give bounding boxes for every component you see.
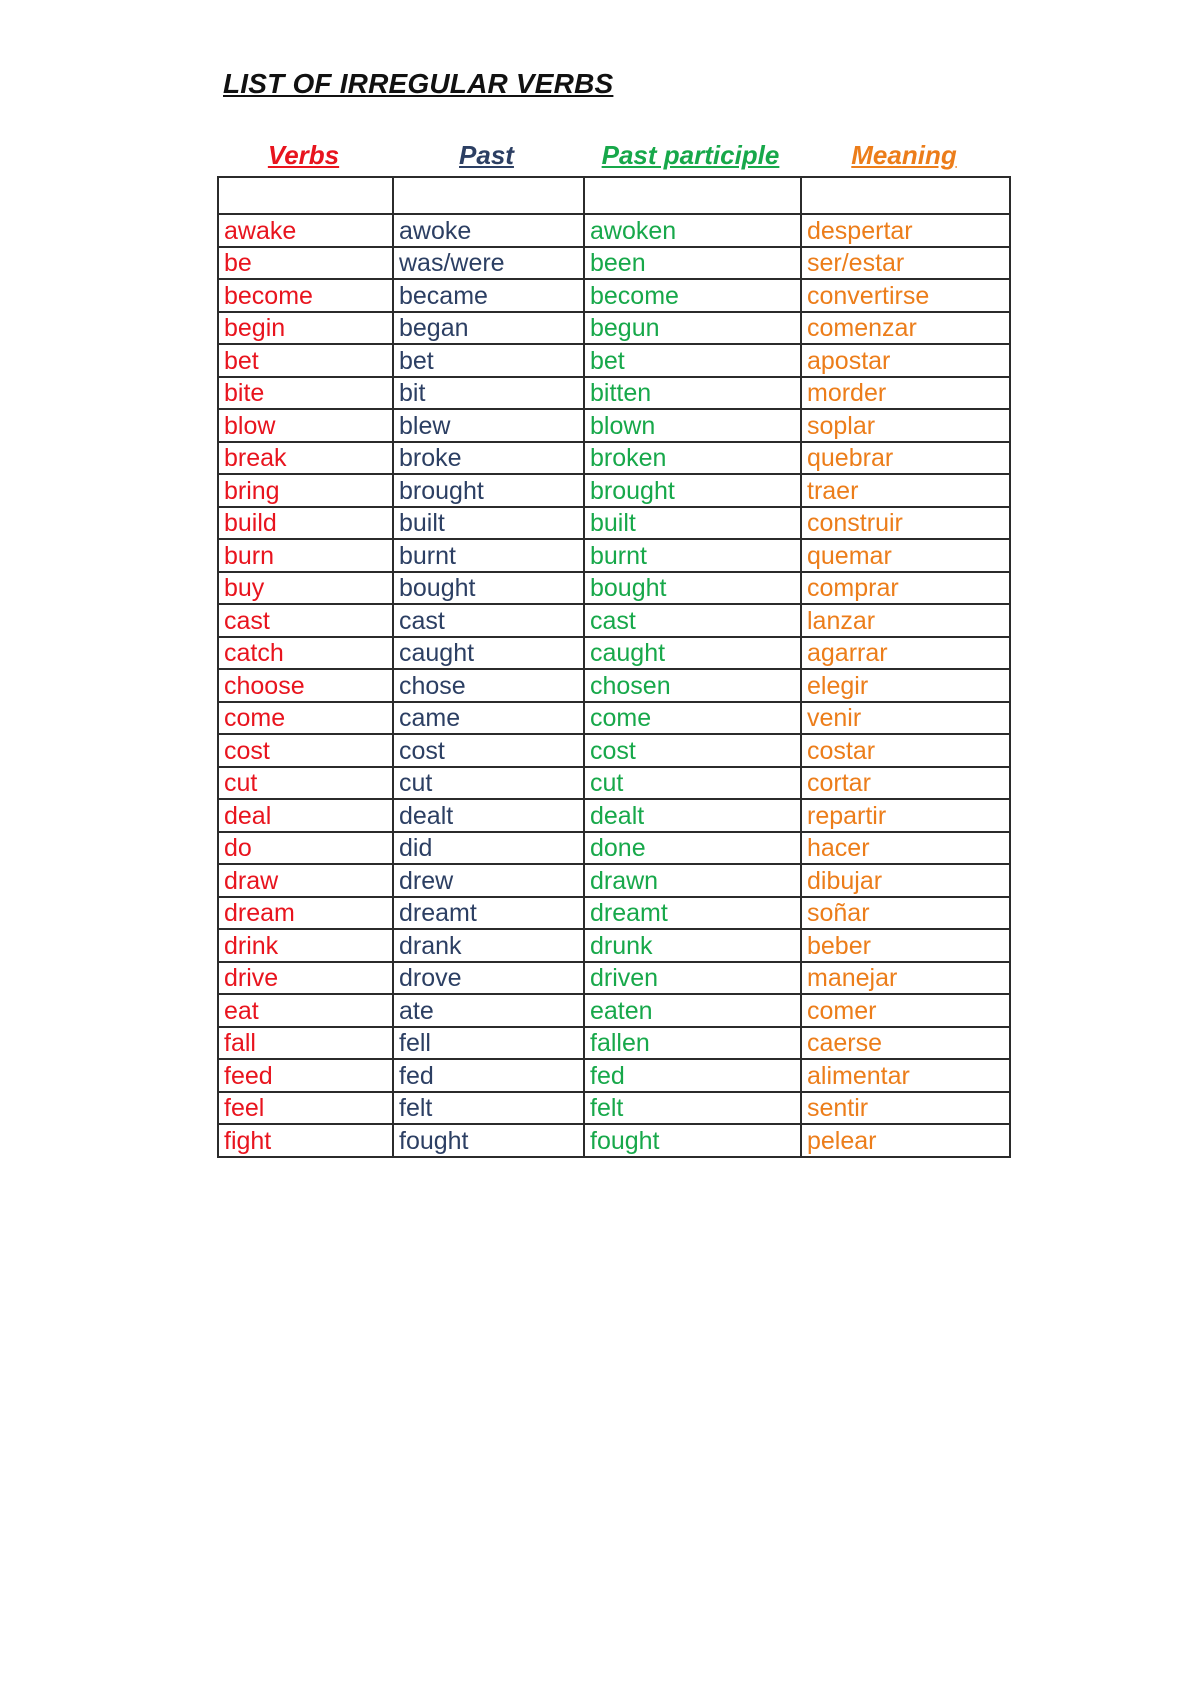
table-row — [218, 864, 1010, 897]
table-row — [218, 929, 1010, 962]
meaning-cell: comenzar — [801, 312, 1010, 345]
past-participle-cell: become — [584, 279, 801, 312]
column-headers — [216, 140, 1009, 176]
meaning-cell: ser/estar — [801, 247, 1010, 280]
table-row — [218, 1059, 1010, 1092]
past-participle-cell: blown — [584, 409, 801, 442]
irregular-verbs-table — [217, 176, 1011, 1158]
verb-cell: cut — [218, 767, 393, 800]
meaning-cell: construir — [801, 507, 1010, 540]
past-participle-cell: driven — [584, 962, 801, 995]
past-cell: drew — [393, 864, 584, 897]
meaning-cell: comprar — [801, 572, 1010, 605]
past-cell: cut — [393, 767, 584, 800]
past-cell: built — [393, 507, 584, 540]
past-participle-cell: fallen — [584, 1027, 801, 1060]
past-cell: awoke — [393, 214, 584, 247]
verb-cell: buy — [218, 572, 393, 605]
meaning-cell: hacer — [801, 832, 1010, 865]
past-participle-cell: felt — [584, 1092, 801, 1125]
past-cell: burnt — [393, 539, 584, 572]
past-cell: began — [393, 312, 584, 345]
table-row — [218, 539, 1010, 572]
verb-cell: drive — [218, 962, 393, 995]
verb-cell: become — [218, 279, 393, 312]
meaning-cell: beber — [801, 929, 1010, 962]
table-row — [218, 897, 1010, 930]
past-cell: came — [393, 702, 584, 735]
past-cell: dreamt — [393, 897, 584, 930]
past-cell: caught — [393, 637, 584, 670]
past-cell: dealt — [393, 799, 584, 832]
meaning-cell: sentir — [801, 1092, 1010, 1125]
past-participle-cell: bet — [584, 344, 801, 377]
past-participle-cell: fought — [584, 1124, 801, 1157]
table-row — [218, 474, 1010, 507]
table-row — [218, 994, 1010, 1027]
meaning-cell: quemar — [801, 539, 1010, 572]
past-cell: drank — [393, 929, 584, 962]
past-cell: brought — [393, 474, 584, 507]
meaning-cell: soplar — [801, 409, 1010, 442]
header-past: Past — [459, 140, 514, 170]
verb-cell: be — [218, 247, 393, 280]
past-cell: bet — [393, 344, 584, 377]
table-row — [218, 702, 1010, 735]
past-participle-cell: bitten — [584, 377, 801, 410]
empty-cell — [584, 177, 801, 214]
past-participle-cell: built — [584, 507, 801, 540]
meaning-cell: agarrar — [801, 637, 1010, 670]
past-participle-cell: dealt — [584, 799, 801, 832]
table-row — [218, 832, 1010, 865]
empty-cell — [801, 177, 1010, 214]
verb-cell: dream — [218, 897, 393, 930]
past-participle-cell: drunk — [584, 929, 801, 962]
past-cell: fed — [393, 1059, 584, 1092]
header-verbs: Verbs — [267, 140, 340, 170]
table-row — [218, 734, 1010, 767]
verb-cell: awake — [218, 214, 393, 247]
past-participle-cell: dreamt — [584, 897, 801, 930]
past-cell: fought — [393, 1124, 584, 1157]
past-participle-cell: come — [584, 702, 801, 735]
table-row — [218, 637, 1010, 670]
meaning-cell: alimentar — [801, 1059, 1010, 1092]
verb-cell: blow — [218, 409, 393, 442]
table-row — [218, 279, 1010, 312]
page-title: LIST OF IRREGULAR VERBS — [223, 68, 614, 99]
past-cell: fell — [393, 1027, 584, 1060]
table-row — [218, 409, 1010, 442]
verb-cell: bet — [218, 344, 393, 377]
past-participle-cell: fed — [584, 1059, 801, 1092]
past-cell: became — [393, 279, 584, 312]
meaning-cell: manejar — [801, 962, 1010, 995]
table-row — [218, 507, 1010, 540]
table-row — [218, 214, 1010, 247]
table-row — [218, 1027, 1010, 1060]
past-participle-cell: begun — [584, 312, 801, 345]
meaning-cell: lanzar — [801, 604, 1010, 637]
meaning-cell: comer — [801, 994, 1010, 1027]
verb-cell: deal — [218, 799, 393, 832]
past-cell: did — [393, 832, 584, 865]
empty-cell — [393, 177, 584, 214]
past-cell: cast — [393, 604, 584, 637]
meaning-cell: traer — [801, 474, 1010, 507]
table-row — [218, 962, 1010, 995]
meaning-cell: pelear — [801, 1124, 1010, 1157]
verb-cell: choose — [218, 669, 393, 702]
meaning-cell: repartir — [801, 799, 1010, 832]
table-row — [218, 344, 1010, 377]
verb-cell: fight — [218, 1124, 393, 1157]
past-participle-cell: burnt — [584, 539, 801, 572]
past-participle-cell: cut — [584, 767, 801, 800]
verb-cell: catch — [218, 637, 393, 670]
table-row — [218, 1092, 1010, 1125]
verb-cell: feed — [218, 1059, 393, 1092]
past-participle-cell: chosen — [584, 669, 801, 702]
meaning-cell: soñar — [801, 897, 1010, 930]
past-cell: blew — [393, 409, 584, 442]
verb-cell: burn — [218, 539, 393, 572]
past-participle-cell: been — [584, 247, 801, 280]
table-row — [218, 1124, 1010, 1157]
verb-cell: do — [218, 832, 393, 865]
past-cell: broke — [393, 442, 584, 475]
past-participle-cell: awoken — [584, 214, 801, 247]
verb-cell: bite — [218, 377, 393, 410]
meaning-cell: costar — [801, 734, 1010, 767]
table-row — [218, 767, 1010, 800]
past-cell: bought — [393, 572, 584, 605]
past-participle-cell: bought — [584, 572, 801, 605]
past-cell: felt — [393, 1092, 584, 1125]
table-row — [218, 377, 1010, 410]
past-participle-cell: done — [584, 832, 801, 865]
past-participle-cell: brought — [584, 474, 801, 507]
past-cell: drove — [393, 962, 584, 995]
table-row — [218, 312, 1010, 345]
verb-cell: build — [218, 507, 393, 540]
meaning-cell: despertar — [801, 214, 1010, 247]
header-meaning: Meaning — [851, 140, 957, 170]
verb-cell: break — [218, 442, 393, 475]
verb-cell: cost — [218, 734, 393, 767]
verb-cell: drink — [218, 929, 393, 962]
table-row — [218, 604, 1010, 637]
past-cell: ate — [393, 994, 584, 1027]
past-participle-cell: cast — [584, 604, 801, 637]
verb-cell: bring — [218, 474, 393, 507]
meaning-cell: elegir — [801, 669, 1010, 702]
table-row — [218, 669, 1010, 702]
table-row — [218, 572, 1010, 605]
verb-cell: come — [218, 702, 393, 735]
past-cell: cost — [393, 734, 584, 767]
table-body — [218, 177, 1010, 1157]
meaning-cell: apostar — [801, 344, 1010, 377]
table-row — [218, 799, 1010, 832]
past-participle-cell: eaten — [584, 994, 801, 1027]
past-participle-cell: drawn — [584, 864, 801, 897]
empty-row — [218, 177, 1010, 214]
verb-cell: begin — [218, 312, 393, 345]
meaning-cell: venir — [801, 702, 1010, 735]
meaning-cell: morder — [801, 377, 1010, 410]
verb-cell: cast — [218, 604, 393, 637]
past-cell: was/were — [393, 247, 584, 280]
verb-cell: feel — [218, 1092, 393, 1125]
meaning-cell: dibujar — [801, 864, 1010, 897]
past-participle-cell: caught — [584, 637, 801, 670]
meaning-cell: caerse — [801, 1027, 1010, 1060]
table-row — [218, 442, 1010, 475]
empty-cell — [218, 177, 393, 214]
meaning-cell: convertirse — [801, 279, 1010, 312]
past-cell: bit — [393, 377, 584, 410]
meaning-cell: cortar — [801, 767, 1010, 800]
header-past-participle: Past participle — [601, 140, 780, 170]
past-participle-cell: broken — [584, 442, 801, 475]
meaning-cell: quebrar — [801, 442, 1010, 475]
verb-cell: draw — [218, 864, 393, 897]
past-cell: chose — [393, 669, 584, 702]
past-participle-cell: cost — [584, 734, 801, 767]
verb-cell: eat — [218, 994, 393, 1027]
table-row — [218, 247, 1010, 280]
verb-cell: fall — [218, 1027, 393, 1060]
